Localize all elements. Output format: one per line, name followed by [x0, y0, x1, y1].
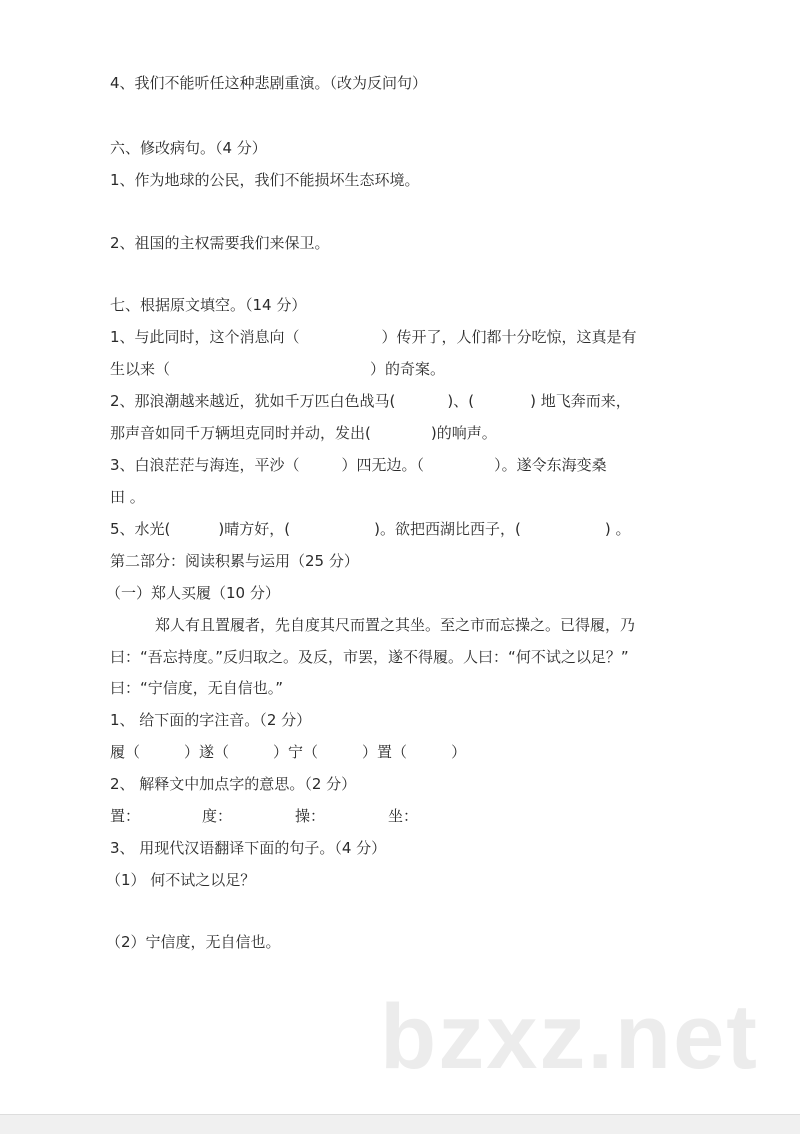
- pinyin-blanks: [110, 742, 466, 762]
- text: )晴方好，(: [218, 520, 291, 538]
- section-7-item-2-line-2: [110, 423, 497, 443]
- passage-title: （一）郑人买履（10 分）: [106, 584, 280, 602]
- section-7-item-2-line-1: [110, 391, 631, 411]
- passage-text-3: 曰：“宁信度，无自信也。”: [110, 679, 284, 697]
- text: 1、与此同时，这个消息向（: [110, 328, 300, 346]
- text: 3、白浪茫茫与海连，平沙（: [110, 456, 300, 474]
- section-6-heading: 六、修改病句。（4 分）: [110, 139, 267, 157]
- section-6-item-1: 1、作为地球的公民，我们不能损坏生态环境。: [110, 171, 420, 189]
- text: 那声音如同千万辆坦克同时并动，发出(: [110, 424, 371, 442]
- text: )、(: [447, 392, 475, 410]
- text: ）四无边。（: [341, 456, 425, 474]
- text: ）传开了，人们都十分吃惊，这真是有: [381, 328, 637, 346]
- text: ）宁（: [273, 743, 319, 761]
- reading-question-1: 1、 给下面的字注音。（2 分）: [110, 711, 312, 729]
- section-7-item-1-line-1: [110, 327, 637, 347]
- reading-question-3: 3、 用现代汉语翻译下面的句子。（4 分）: [110, 839, 387, 857]
- text: 2、那浪潮越来越近，犹如千万匹白色战马(: [110, 392, 396, 410]
- question-4: 4、我们不能听任这种悲剧重演。（改为反问句）: [110, 74, 428, 92]
- section-7-item-3-line-2: 田 。: [110, 488, 145, 506]
- text: ) 地飞奔而来，: [530, 392, 631, 410]
- passage-text-2: 曰：“吾忘持度。”反归取之。及反，市罢，遂不得履。人曰：“何不试之以足？”: [110, 648, 629, 666]
- section-7-item-1-line-2: [110, 359, 445, 379]
- text: ）的奇案。: [370, 360, 446, 378]
- translate-item-2: （2）宁信度，无自信也。: [106, 933, 281, 951]
- text: 坐：: [388, 807, 419, 825]
- text: 5、水光(: [110, 520, 171, 538]
- section-7-item-3-line-1: [110, 455, 607, 475]
- watermark: bzxz.net: [380, 986, 759, 1088]
- section-7-item-5: [110, 519, 630, 539]
- text: 履（: [110, 743, 141, 761]
- text: )。欲把西湖比西子，(: [374, 520, 521, 538]
- passage-text-1: 郑人有且置履者，先自度其尺而置之其坐。至之市而忘操之。已得履，乃: [155, 616, 636, 634]
- text: )的响声。: [430, 424, 497, 442]
- text: ）置（: [362, 743, 408, 761]
- text: ）。遂令东海变桑: [494, 456, 607, 474]
- text: 生以来（: [110, 360, 171, 378]
- page-bottom-edge: [0, 1114, 800, 1134]
- part-2-heading: 第二部分：阅读积累与运用（25 分）: [110, 552, 359, 570]
- text: ）遂（: [184, 743, 230, 761]
- text: 置：: [110, 807, 141, 825]
- text: 度：: [202, 807, 233, 825]
- text: ) 。: [604, 520, 631, 538]
- reading-question-2: 2、 解释文中加点字的意思。（2 分）: [110, 775, 357, 793]
- text: 操：: [295, 807, 326, 825]
- translate-item-1: （1） 何不试之以足？: [106, 871, 256, 889]
- section-7-heading: 七、根据原文填空。（14 分）: [110, 296, 307, 314]
- text: ）: [451, 743, 467, 761]
- section-6-item-2: 2、祖国的主权需要我们来保卫。: [110, 234, 330, 252]
